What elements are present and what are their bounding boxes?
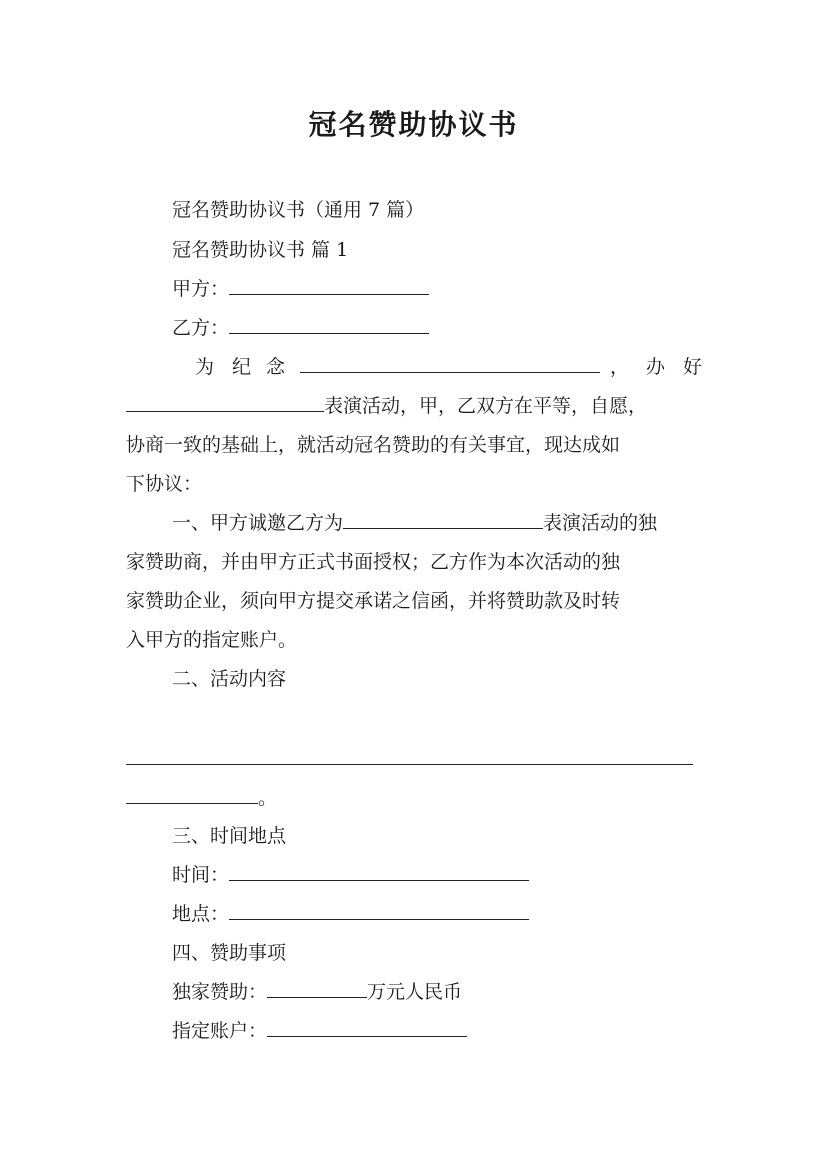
blank-line bbox=[126, 393, 324, 412]
blank-line bbox=[229, 901, 529, 920]
paragraph-text: ， bbox=[610, 356, 630, 378]
exclusive-label: 独家赞助： bbox=[172, 981, 268, 1003]
paragraph-line bbox=[126, 393, 647, 419]
paragraph-text: 为 bbox=[195, 356, 215, 378]
paragraph-text: 一、甲方诚邀乙方为 bbox=[172, 512, 344, 534]
paragraph-text: 念 bbox=[266, 356, 286, 378]
blank-line bbox=[126, 746, 693, 765]
section-heading: 三、时间地点 bbox=[172, 825, 287, 847]
paragraph-text: 纪 bbox=[232, 356, 252, 378]
party-a-label: 甲方： bbox=[172, 278, 230, 300]
time-label: 时间： bbox=[172, 864, 230, 886]
party-a-line bbox=[172, 276, 429, 302]
blank-line bbox=[300, 354, 600, 373]
blank-line-wrap bbox=[300, 354, 600, 380]
section-heading: 二、活动内容 bbox=[172, 668, 287, 690]
time-line bbox=[172, 862, 529, 888]
paragraph-line bbox=[126, 785, 277, 811]
paragraph-line: 下协议： bbox=[126, 473, 203, 495]
document-title: 冠名赞助协议书 bbox=[308, 108, 519, 141]
blank-line bbox=[267, 979, 367, 998]
currency-label: 万元人民币 bbox=[367, 981, 463, 1003]
paragraph-text: 。 bbox=[258, 787, 278, 809]
blank-line bbox=[343, 510, 543, 529]
exclusive-sponsor-line bbox=[172, 979, 462, 1005]
party-b-line bbox=[172, 315, 429, 341]
blank-line bbox=[229, 862, 529, 881]
paragraph-text: 办 bbox=[646, 356, 666, 378]
paragraph-line: 家赞助商，并由甲方正式书面授权；乙方作为本次活动的独 bbox=[126, 551, 621, 573]
section-heading: 四、赞助事项 bbox=[172, 942, 287, 964]
blank-line-wrap bbox=[126, 746, 693, 772]
subtitle-line: 冠名赞助协议书（通用 7 篇） bbox=[172, 199, 425, 221]
blank-line bbox=[267, 1018, 467, 1037]
place-line bbox=[172, 901, 529, 927]
party-b-label: 乙方： bbox=[172, 317, 230, 339]
paragraph-line: 家赞助企业，须向甲方提交承诺之信函，并将赞助款及时转 bbox=[126, 590, 621, 612]
paragraph-line bbox=[172, 510, 657, 536]
place-label: 地点： bbox=[172, 903, 230, 925]
account-line bbox=[172, 1018, 467, 1044]
paragraph-line: 协商一致的基础上，就活动冠名赞助的有关事宜，现达成如 bbox=[126, 434, 621, 456]
account-label: 指定账户： bbox=[172, 1020, 268, 1042]
section-heading: 冠名赞助协议书 篇 1 bbox=[172, 239, 349, 261]
blank-line bbox=[229, 276, 429, 295]
paragraph-text: 表演活动的独 bbox=[543, 512, 658, 534]
paragraph-text: 好 bbox=[683, 356, 703, 378]
paragraph-text: 表演活动，甲，乙双方在平等，自愿， bbox=[324, 395, 648, 417]
blank-line bbox=[126, 785, 258, 804]
paragraph-line: 入甲方的指定账户。 bbox=[126, 629, 298, 651]
blank-line bbox=[229, 315, 429, 334]
